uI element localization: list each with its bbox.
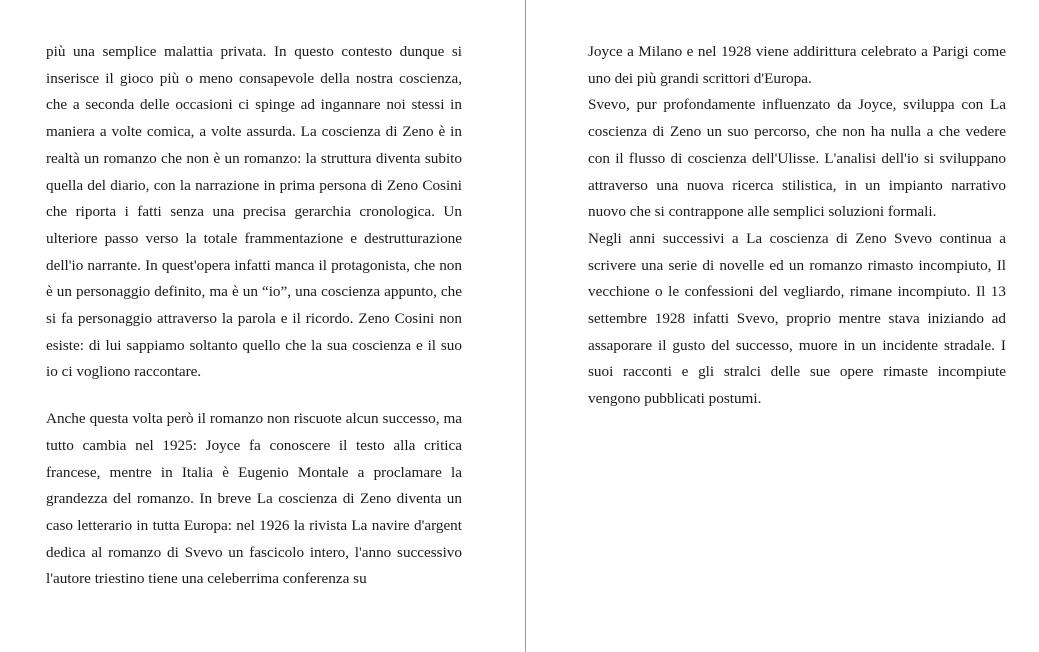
left-page-text-column bbox=[46, 39, 462, 593]
paragraph: Joyce a Milano e nel 1928 viene addirittura celebrato a Parigi come uno dei più grandi scrittori d'Europa. bbox=[588, 43, 1006, 87]
paragraph: Negli anni successivi a La coscienza di Zeno Svevo continua a scrivere una serie di novelle ed un romanzo rimasto incompiuto, Il vecchione o le confessioni del vegliardo, rimane incompiuto. Il 13 settembre 1928 infatti Svevo, proprio mentre stava iniziando ad assaporare il gusto del successo, muore in un incidente stradale. I suoi racconti e gli stralci delle sue opere rimaste incompiute vengono pubblicati postumi. bbox=[588, 229, 1006, 408]
right-page bbox=[526, 0, 1039, 652]
right-page-text-column bbox=[588, 39, 1006, 413]
paragraph: più una semplice malattia privata. In questo contesto dunque si inserisce il gioco più o meno consapevole della nostra coscienza, che a seconda delle occasioni ci spinge ad ingannare noi stessi in maniera a volte comica, a volte assurda. La coscienza di Zeno è in realtà un romanzo che non è un romanzo: la struttura diventa subito quella del diario, con la narrazione in prima persona di Zeno Cosini che riporta i fatti senza una precisa gerarchia cronologica. Un ulteriore passo verso la totale frammentazione e destrutturazione dell'io narrante. In quest'opera infatti manca il protagonista, che non è un personaggio definito, ma è un “io”, una coscienza appunto, che si fa personaggio attraverso la parola e il ricordo. Zeno Cosini non esiste: di lui sappiamo soltanto quello che la sua coscienza e il suo io ci vogliono raccontare. bbox=[46, 43, 462, 381]
paragraph: Anche questa volta però il romanzo non riscuote alcun successo, ma tutto cambia nel 1925: Joyce fa conoscere il testo alla critica francese, mentre in Italia è Eugenio Montale a proclamare la grandezza del romanzo. In breve La coscienza di Zeno diventa un caso letterario in tutta Europa: nel 1926 la rivista La navire d'argent dedica al romanzo di Svevo un fascicolo intero, l'anno successivo l'autore triestino tiene una celeberrima conferenza su bbox=[46, 410, 462, 588]
paragraph: Svevo, pur profondamente influenzato da Joyce, sviluppa con La coscienza di Zeno un suo percorso, che non ha nulla a che vedere con il flusso di coscienza dell'Ulisse. L'analisi dell'io si sviluppano attraverso una nuova ricerca stilistica, in un impianto narrativo nuovo che si contrappone alle semplici soluzioni formali. bbox=[588, 96, 1006, 221]
